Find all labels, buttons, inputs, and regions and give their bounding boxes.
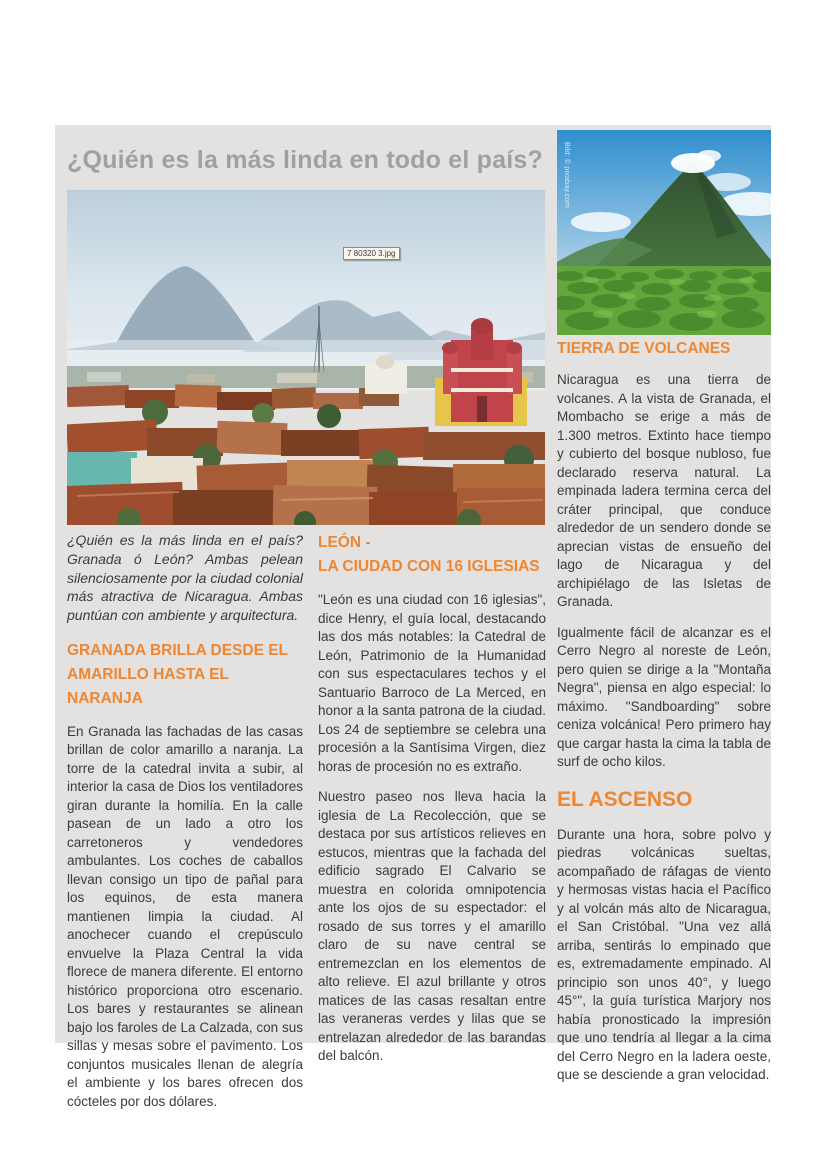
leon-cityscape-illustration — [67, 190, 545, 525]
granada-body-text: En Granada las fachadas de las casas brillan de color amarillo a naranja. La torre de la catedral invita a subir, al interior la casa de Dios los ventiladores giran durante la homilía. En la calle pasean de un lado a otro los carretoneros y vendedores ambulantes. Los coches de caballos llevan consigo un tipo de pañal para los equinos, de esta manera mantienen limpia la ciudad. Al anochecer cuando el crepúsculo envuelve la Plaza Central la vida florece de manera diferente. El entorno histórico proporciona otro escenario. Los bares y restaurantes se alinean bajo los faroles de La Calzada, con sus sillas y mesas sobre el pavimento. Los conjuntos musicales llenan de alegría el ambiente y los bares ofrecen dos cócteles por dos dólares. — [67, 723, 303, 1109]
main-photo-leon-aerial — [67, 190, 545, 525]
leon-paragraph-1: "León es una ciudad con 16 iglesias", dice Henry, el guía local, destacando las dos más notables: la Catedral de León, Patrimonio de la Humanidad con sus espectaculares techos y el Santuario Barroco de La Merced, en honor a la santa patrona de la ciudad. Los 24 de septiembre se celebra una procesión a la Santísima Virgen, diez horas de procesión no es extraño. — [318, 592, 546, 774]
intro-teaser: ¿Quién es la más linda en el país? Granada ó León? Ambas pelean silenciosamente por la ciudad colonial más atractiva de Nicaragua. Ambas puntúan con ambiente y arquitectura. — [67, 532, 303, 624]
volcano-photo — [557, 130, 771, 335]
column-granada — [67, 531, 303, 1111]
heading-el-ascenso: EL ASCENSO — [557, 787, 693, 811]
column-leon — [318, 531, 546, 1066]
filename-tooltip: 7 80320 3.jpg — [343, 247, 400, 260]
volcanoes-paragraph-2: Igualmente fácil de alcanzar es el Cerro Negro al noreste de León, pero quien se dirige a la "Montaña Negra", piensa en algo especial: lo máximo. "Sandboarding" sobre ceniza volcánica! Pero primero hay que cargar hasta la cima la tabla de surf de ocho kilos. — [557, 624, 771, 769]
volcano-illustration — [557, 130, 771, 335]
volcanoes-paragraph-1: Nicaragua es una tierra de volcanes. A la vista de Granada, el Mombacho se erige a más de 1.300 metros. Extinto hace tiempo y cubierto del bosque nubloso, fue declarado reserva natural. La empinada ladera termina cerca del cráter principal, que conduce alrededor de un sendero donde se aprecian vistas de ensueño del lago de Nicaragua y del archipiélago de las Isletas de Granada. — [557, 372, 771, 609]
column-volcanoes — [557, 338, 771, 1085]
heading-leon-line1: LEÓN - — [318, 534, 371, 551]
leon-paragraph-2: Nuestro paseo nos lleva hacia la iglesia de La Recolección, que se destaca por sus artísticos relieves en estucos, mientras que la fachada del edificio sagrado El Calvario se muestra en colorida omnipotencia ante los ojos de su espectador: el rosado de sus torres y el amarillo claro de su nave central se entremezclan en los elementos de alto relieve. El azul brillante y otros matices de las casas resaltan entre las veraneras verdes y lilas que se entrelazan alrededor de las barandas del balcón. — [318, 789, 546, 1063]
photo-credit-vertical: Bild: © pixabay.com — [563, 142, 572, 208]
heading-leon — [318, 531, 546, 579]
page-title: ¿Quién es la más linda en todo el país? — [67, 146, 543, 174]
heading-granada: GRANADA BRILLA DESDE EL AMARILLO HASTA EL NARANJA — [67, 641, 288, 707]
ascenso-paragraph: Durante una hora, sobre polvo y piedras volcánicas sueltas, acompañado de ráfagas de viento y hermosas vistas hacia el Pacífico y al volcán más alto de Nicaragua, el San Cristóbal. "Una vez allá arriba, sentirás lo empinado que es, extremadamente empinado. Al principio son unos 40°, y luego 45°", la guía turística Marjory nos había pronosticado la impresión que uno tendría al llegar a la cima del Cerro Negro en la ladera oeste, que se desciende a gran velocidad. — [557, 826, 771, 1082]
heading-tierra-de-volcanes: TIERRA DE VOLCANES — [557, 340, 731, 357]
heading-leon-line2: LA CIUDAD CON 16 IGLESIAS — [318, 558, 540, 575]
